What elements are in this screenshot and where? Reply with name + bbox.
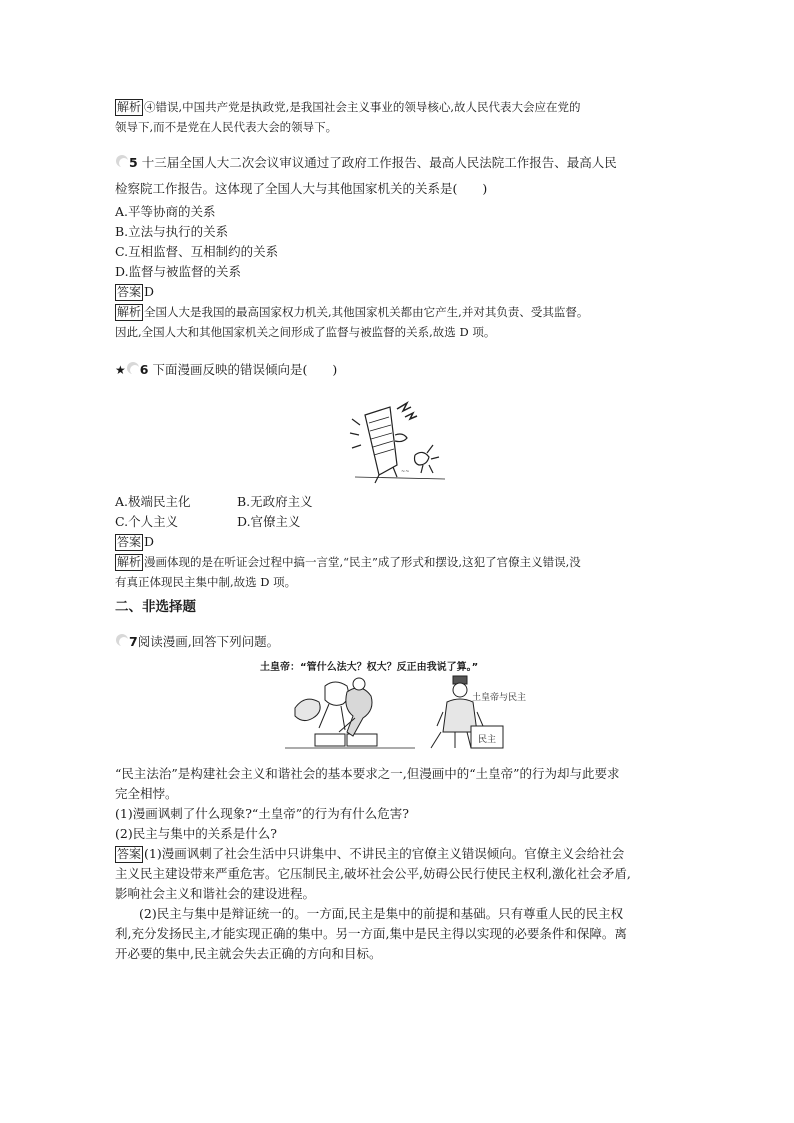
svg-text:~~: ~~ <box>401 469 410 475</box>
q7-answer-1-line-1: 答案 (1)漫画讽刺了社会生活中只讲集中、不讲民主的官僚主义错误倾向。官僚主义会给社会 <box>117 846 625 861</box>
q7-sub-question-2: (2)民主与集中的关系是什么? <box>115 826 277 841</box>
q7-answer-2-line-2: 利,充分发扬民主,才能实现正确的集中。另一方面,集中是民主得以实现的必要条件和保障。离 <box>115 926 627 941</box>
cartoon-label: 土皇帝与民主 <box>472 693 527 703</box>
cartoon-microphone-image <box>335 395 465 485</box>
q7-answer-2-line-1: (2)民主与集中是辩证统一的。一方面,民主是集中的前提和基础。只有尊重人民的民主权 <box>139 906 624 921</box>
prev-analysis-line-1: 解析 ④错误,中国共产党是执政党,是我国社会主义事业的领导核心,故人民代表大会应在党的 <box>117 100 581 114</box>
answer-tag: 答案 <box>117 285 142 299</box>
question-6-body <box>115 492 685 592</box>
q6-option-d: D.官僚主义 <box>237 514 301 529</box>
circle-bullet-icon <box>115 155 129 169</box>
question-number: 7 <box>129 634 138 649</box>
q5-option-c: C.互相监督、互相制约的关系 <box>115 244 279 259</box>
prev-analysis <box>115 97 685 137</box>
cartoon-caption: 土皇帝：“管什么法大？权大？反正由我说了算。” <box>260 662 479 673</box>
q5-answer: 答案 D <box>117 284 155 299</box>
q6-option-a: A.极端民主化 <box>115 494 191 509</box>
q5-stem-line-1: 5 十三届全国人大二次会议审议通过了政府工作报告、最高人民法院工作报告、最高人民 <box>115 150 685 176</box>
q5-stem-line-2: 检察院工作报告。这体现了全国人大与其他国家机关的关系是( ) <box>115 181 488 196</box>
q5-option-a: A.平等协商的关系 <box>115 204 216 219</box>
answer-tag: 答案 <box>117 847 142 861</box>
q5-option-b: B.立法与执行的关系 <box>115 224 229 239</box>
cartoon-emperor-image <box>285 672 565 754</box>
q5-analysis: 解析 全国人大是我国的最高国家权力机关,其他国家机关都由它产生,并对其负责、受其监督。 因此,全国人大和其他国家机关之间形成了监督与被监督的关系,故选 D 项。 <box>115 305 589 339</box>
q6-options <box>115 492 685 532</box>
prev-analysis-line-2: 领导下,而不是党在人民代表大会的领导下。 <box>115 120 338 134</box>
q7-stem-line-1: “民主法治”是构建社会主义和谐社会的基本要求之一,但漫画中的“土皇帝”的行为却与此要求 <box>115 766 620 781</box>
q7-answer-1-line-2: 主义民主建设带来严重危害。它压制民主,破坏社会公平,妨碍公民行使民主权利,激化社会矛盾, <box>115 866 631 881</box>
q6-answer: 答案 D <box>117 534 155 549</box>
analysis-tag: 解析 <box>117 305 142 319</box>
section-title: 二、非选择题 <box>115 599 196 615</box>
answer-tag: 答案 <box>117 535 142 549</box>
circle-bullet-icon <box>126 362 140 376</box>
star-icon: ★ <box>115 363 126 377</box>
question-7 <box>115 632 685 652</box>
q6-stem: ★ 6 下面漫画反映的错误倾向是( ) <box>115 362 338 377</box>
q7-stem: 7阅读漫画,回答下列问题。 <box>115 632 685 652</box>
q5-option-d: D.监督与被监督的关系 <box>115 264 242 279</box>
question-5 <box>115 150 685 342</box>
question-6 <box>115 360 685 380</box>
q6-option-b: B.无政府主义 <box>237 494 313 509</box>
analysis-tag: 解析 <box>117 100 142 114</box>
circle-bullet-icon <box>115 634 129 648</box>
cartoon-box-text: 民主 <box>478 735 497 745</box>
q7-sub-question-1: (1)漫画讽刺了什么现象?“土皇帝”的行为有什么危害? <box>115 806 409 821</box>
q7-stem-line-2: 完全相悖。 <box>115 786 178 801</box>
q7-answer-2-line-3: 开必要的集中,民主就会失去正确的方向和目标。 <box>115 946 382 961</box>
q7-answer-1-line-3: 影响社会主义和谐社会的建设进程。 <box>115 886 316 901</box>
question-number: 5 <box>129 155 138 170</box>
analysis-tag: 解析 <box>117 555 142 569</box>
question-number: 6 <box>139 362 149 377</box>
q6-option-c: C.个人主义 <box>115 514 179 529</box>
q6-analysis: 解析 漫画体现的是在听证会过程中搞一言堂,“民主”成了形式和摆设,这犯了官僚主义错误,没 有真正体现民主集中制,故选 D 项。 <box>115 555 581 589</box>
question-7-body <box>115 764 685 964</box>
